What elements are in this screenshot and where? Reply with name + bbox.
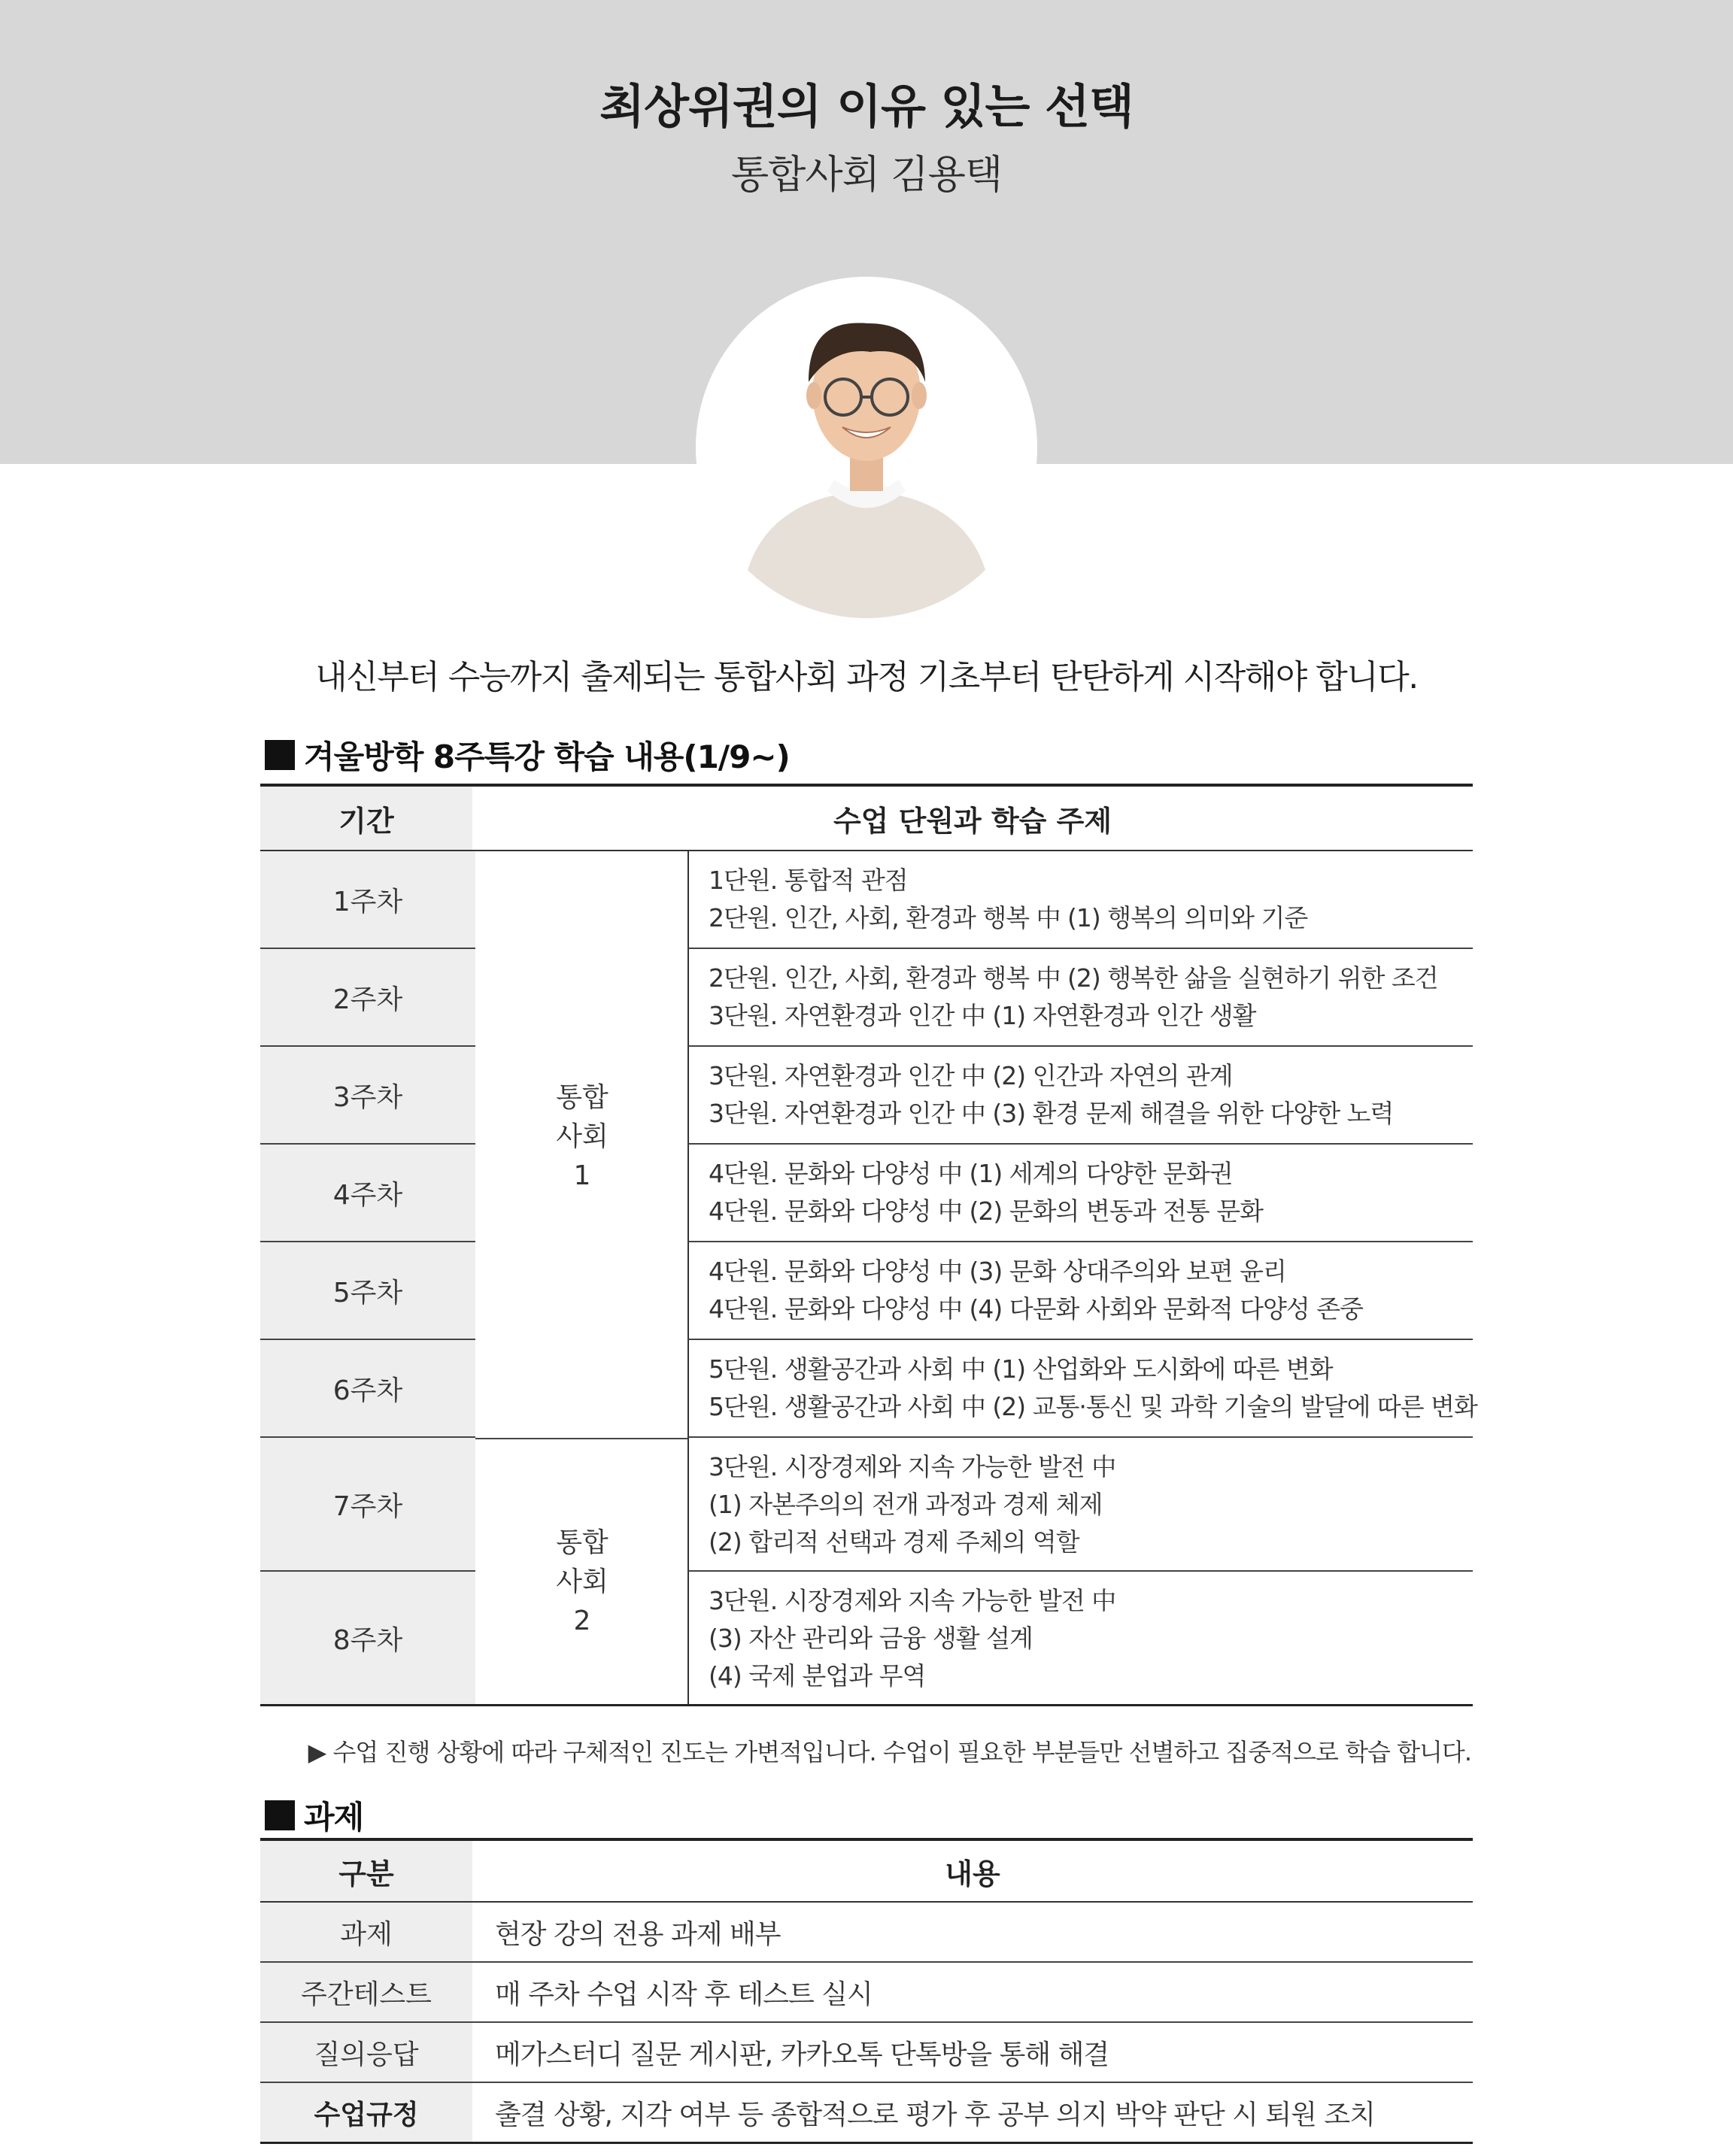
unit-2-line2: 사회 (556, 1566, 609, 1597)
topic-line: 3단원. 자연환경과 인간 中 (3) 환경 문제 해결을 위한 다양한 노력 (709, 1099, 1394, 1128)
homework-row-value: 현장 강의 전용 과제 배부 (495, 1918, 781, 1950)
curriculum-table (260, 784, 1477, 1706)
homework-header-row (260, 1838, 1473, 1903)
homework-heading (265, 1793, 363, 1838)
homework-heading-text: 과제 (304, 1799, 364, 1836)
unit-2-line1: 통합 (556, 1527, 609, 1558)
curriculum-heading-text: 겨울방학 8주특강 학습 내용(1/9~) (304, 738, 790, 775)
topic-line: 5단원. 생활공간과 사회 中 (1) 산업화와 도시화에 따른 변화 (709, 1354, 1333, 1384)
unit-1-line2: 사회 (556, 1121, 609, 1152)
week-4-label: 4주차 (260, 1145, 475, 1242)
week-2-topics (687, 949, 1473, 1047)
topic-line: (2) 합리적 선택과 경제 주체의 역할 (709, 1527, 1079, 1557)
homework-row-value: 메가스터디 질문 게시판, 카카오톡 단톡방을 통해 해결 (495, 2039, 1109, 2070)
topic-line: (4) 국제 분업과 무역 (709, 1661, 926, 1691)
curriculum-heading (265, 732, 790, 778)
square-bullet-icon (265, 1800, 295, 1830)
unit-1-line1: 통합 (556, 1082, 609, 1113)
week-2-label: 2주차 (260, 949, 475, 1047)
teacher-portrait-icon (696, 277, 1037, 618)
topic-line: 5단원. 생활공간과 사회 中 (2) 교통·통신 및 과학 기술의 발달에 따른 변화 (709, 1392, 1477, 1421)
homework-row (260, 2023, 1473, 2083)
unit-1-line3: 1 (573, 1160, 591, 1191)
topic-line: 4단원. 문화와 다양성 中 (1) 세계의 다양한 문화권 (709, 1159, 1233, 1188)
unit-2-line3: 2 (573, 1606, 591, 1636)
week-8-label: 8주차 (260, 1572, 475, 1704)
week-6-label: 6주차 (260, 1340, 475, 1438)
square-bullet-icon (265, 740, 295, 770)
topic-line: (1) 자본주의의 전개 과정과 경제 체제 (709, 1490, 1103, 1519)
homework-row-key: 수업규정 (260, 2083, 472, 2142)
week-1-topics (687, 851, 1473, 949)
curriculum-body (260, 851, 1477, 1706)
homework-row-key: 주간테스트 (260, 1963, 472, 2021)
week-1-label: 1주차 (260, 851, 475, 949)
topic-line: 3단원. 시장경제와 지속 가능한 발전 中 (709, 1452, 1116, 1481)
curriculum-note: ▶ 수업 진행 상황에 따라 구체적인 진도는 가변적입니다. 수업이 필요한 부분들만 선별하고 집중적으로 학습 합니다. (308, 1738, 1471, 1766)
week-5-topics (687, 1242, 1473, 1340)
topic-line: 4단원. 문화와 다양성 中 (3) 문화 상대주의와 보편 윤리 (709, 1257, 1286, 1286)
homework-row-value: 출결 상황, 지각 여부 등 종합적으로 평가 후 공부 의지 박약 판단 시 퇴원 조치 (495, 2099, 1375, 2130)
topic-line: 4단원. 문화와 다양성 中 (4) 다문화 사회와 문화적 다양성 존중 (709, 1294, 1363, 1324)
week-6-topics (687, 1340, 1477, 1438)
category-column-header: 구분 (260, 1841, 472, 1901)
intro-text: 내신부터 수능까지 출제되는 통합사회 과정 기초부터 탄탄하게 시작해야 합니다. (315, 658, 1418, 696)
homework-row (260, 1963, 1473, 2023)
page-subtitle: 통합사회 김용택 (730, 153, 1003, 198)
topic-line: 2단원. 인간, 사회, 환경과 행복 中 (2) 행복한 삶을 실현하기 위한 조건 (709, 963, 1438, 993)
topic-line: (3) 자산 관리와 금융 생활 설계 (709, 1624, 1033, 1653)
week-7-label: 7주차 (260, 1438, 475, 1572)
teacher-avatar (696, 277, 1037, 618)
curriculum-header-row (260, 784, 1473, 851)
unit-1-label (475, 1078, 689, 1196)
homework-row-key: 질의응답 (260, 2023, 472, 2082)
page-title: 최상위권의 이유 있는 선택 (599, 79, 1134, 134)
week-3-topics (687, 1047, 1473, 1145)
unit-2-label (475, 1524, 689, 1641)
week-5-label: 5주차 (260, 1242, 475, 1340)
topic-line: 2단원. 인간, 사회, 환경과 행복 中 (1) 행복의 의미와 기준 (709, 903, 1308, 932)
homework-row (260, 2083, 1473, 2144)
week-3-label: 3주차 (260, 1047, 475, 1145)
homework-row-value: 매 주차 수업 시작 후 테스트 실시 (495, 1979, 873, 2010)
topic-line: 3단원. 자연환경과 인간 中 (2) 인간과 자연의 관계 (709, 1061, 1233, 1090)
topic-line: 3단원. 자연환경과 인간 中 (1) 자연환경과 인간 생활 (709, 1001, 1256, 1030)
homework-row-key: 과제 (260, 1903, 472, 1961)
topic-line: 3단원. 시장경제와 지속 가능한 발전 中 (709, 1586, 1116, 1615)
topics-column-header: 수업 단원과 학습 주제 (833, 804, 1112, 838)
topic-line: 1단원. 통합적 관점 (709, 866, 908, 895)
homework-row (260, 1903, 1473, 1963)
content-column-header: 내용 (945, 1857, 1000, 1891)
week-7-topics (687, 1438, 1473, 1572)
unit-divider (475, 1438, 687, 1439)
homework-table (260, 1838, 1473, 2144)
week-4-topics (687, 1145, 1473, 1242)
period-column-header: 기간 (260, 787, 472, 850)
topic-line: 4단원. 문화와 다양성 中 (2) 문화의 변동과 전통 문화 (709, 1196, 1263, 1226)
week-8-topics (687, 1572, 1473, 1704)
